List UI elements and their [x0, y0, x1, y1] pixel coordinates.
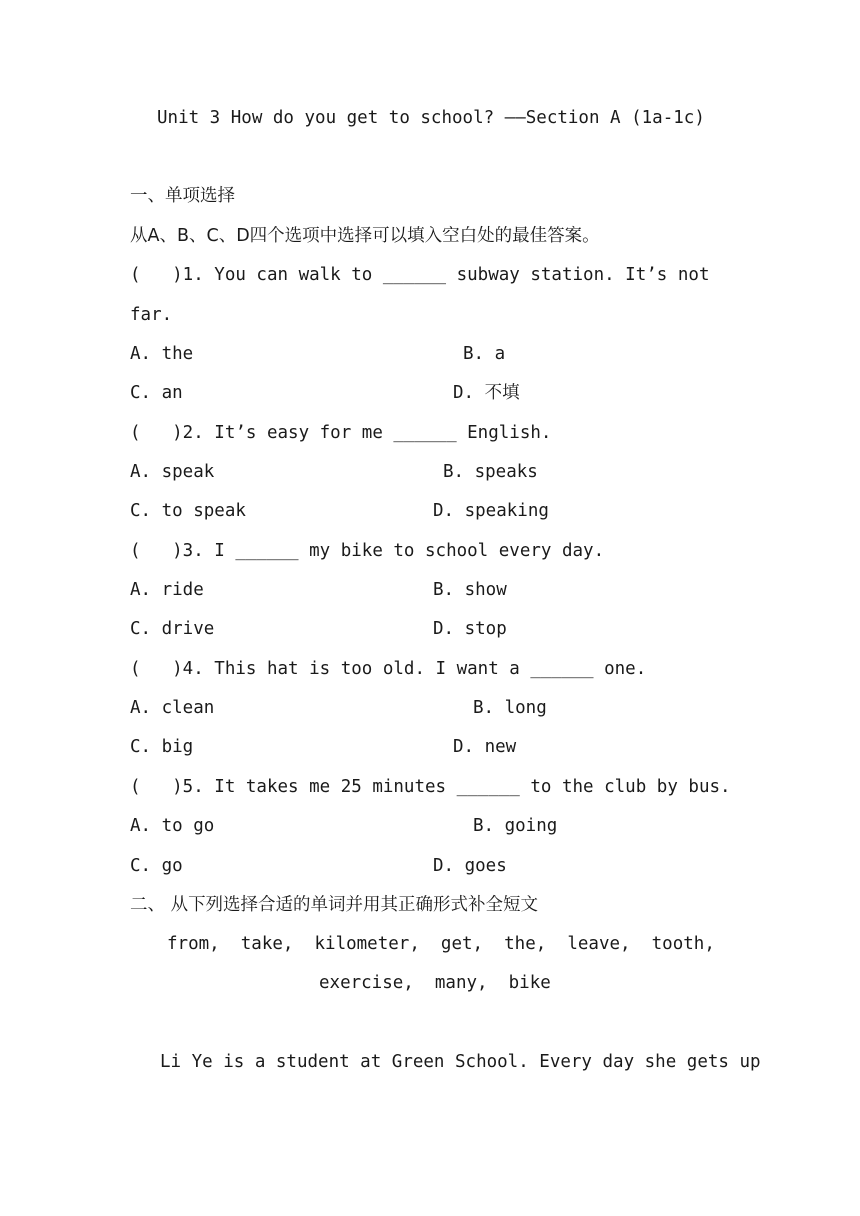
question-4-option-a: A. clean	[130, 698, 215, 718]
section-1-instruction: 从A、B、C、D四个选项中选择可以填入空白处的最佳答案。	[130, 226, 600, 246]
question-5-option-c: C. go	[130, 856, 183, 876]
passage-first-line: Li Ye is a student at Green School. Every day she gets up	[160, 1052, 761, 1072]
word-bank-line-1: from, take, kilometer, get, the, leave, tooth,	[167, 934, 715, 954]
question-2-option-c: C. to speak	[130, 501, 246, 521]
question-3-option-b: B. show	[433, 580, 507, 600]
question-5-stem: ( )5. It takes me 25 minutes ______ to the club by bus.	[130, 777, 731, 797]
question-4-option-c: C. big	[130, 737, 194, 757]
question-2-stem: ( )2. It’s easy for me ______ English.	[130, 423, 552, 443]
question-2-option-b: B. speaks	[443, 462, 538, 482]
question-3-option-a: A. ride	[130, 580, 204, 600]
question-3-stem: ( )3. I ______ my bike to school every day.	[130, 541, 605, 561]
question-3-option-d: D. stop	[433, 619, 507, 639]
question-5-option-b: B. going	[473, 816, 558, 836]
question-3-option-c: C. drive	[130, 619, 215, 639]
question-1-stem-continued: far.	[130, 305, 173, 325]
question-1-option-b: B. a	[463, 344, 506, 364]
question-5-option-a: A. to go	[130, 816, 215, 836]
question-2-option-d: D. speaking	[433, 501, 549, 521]
question-1-option-d: D. 不填	[453, 383, 520, 403]
word-bank-line-2: exercise, many, bike	[319, 973, 551, 993]
question-2-option-a: A. speak	[130, 462, 215, 482]
question-1-option-c: C. an	[130, 383, 183, 403]
question-4-stem: ( )4. This hat is too old. I want a ______ one.	[130, 659, 647, 679]
question-4-option-b: B. long	[473, 698, 547, 718]
page-title: Unit 3 How do you get to school? ——Section A (1a-1c)	[157, 108, 705, 128]
question-4-option-d: D. new	[453, 737, 517, 757]
question-1-option-a: A. the	[130, 344, 194, 364]
section-1-heading: 一、单项选择	[130, 186, 235, 206]
question-5-option-d: D. goes	[433, 856, 507, 876]
question-1-stem: ( )1. You can walk to ______ subway station. It’s not	[130, 265, 710, 285]
section-2-heading: 二、 从下列选择合适的单词并用其正确形式补全短文	[130, 895, 539, 915]
